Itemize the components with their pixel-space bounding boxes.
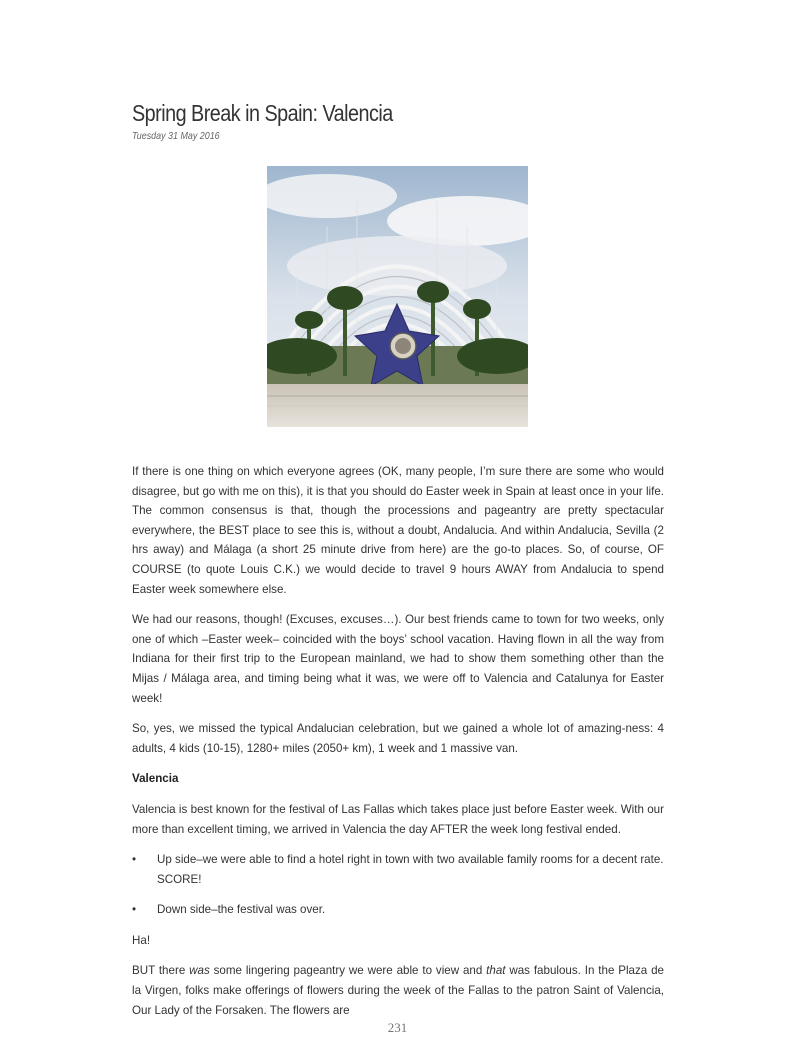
section-heading: Valencia [132, 772, 179, 786]
list-item [132, 850, 664, 889]
list-item-text: Down side–the festival was over. [157, 903, 326, 917]
bullet-icon: • [132, 903, 137, 917]
paragraph: Ha! [132, 933, 151, 947]
bullet-icon: • [132, 853, 137, 867]
list-item [132, 900, 664, 920]
paragraph: We had our reasons, though! (Excuses, excuses…). Our best friends came to town for two weeks, only one of which –Easter week– coincided with the boys’ school vacation. Having flown in all the way from Indiana for their first trip to the European mainland, we had to show them something other than the Mijas / Málaga area, and timing being what it was, we were off to Valencia and Catalunya for Easter week! [132, 613, 664, 705]
text-run: some lingering pageantry we were able to view and [209, 964, 487, 978]
emphasis-text: was [189, 964, 210, 978]
text-run: BUT there [132, 964, 190, 978]
paragraph [132, 961, 664, 1020]
text-run: was fabulous. In the Plaza de la Virgen, folks make offerings of flowers during the week of the Fallas to the patron Saint of Valencia, Our Lady of the Forsaken. The flowers are [132, 964, 664, 1017]
paragraph: So, yes, we missed the typical Andalucian celebration, but we gained a whole lot of amazing-ness: 4 adults, 4 kids (10-15), 1280+ miles (2050+ km), 1 week and 1 massive van. [132, 722, 664, 755]
list-item-text: Up side–we were able to find a hotel right in town with two available family rooms for a decent rate. SCORE! [157, 853, 664, 886]
post-date: Tuesday 31 May 2016 [132, 130, 220, 142]
emphasis-text: that [486, 964, 506, 978]
post-title: Spring Break in Spain: Valencia [132, 100, 393, 126]
paragraph: If there is one thing on which everyone agrees (OK, many people, I’m sure there are some who would disagree, but go with me on this), it is that you should do Easter week in Spain at least once in your life. The common consensus is that, though the processions and pageantry are pretty spectacular everywhere, the BEST place to see this is, without a doubt, Andalucia. And within Andalucia, Sevilla (2 hrs away) and Málaga (a short 25 minute drive from here) are the go-to places. So, of course, OF COURSE (to quote Louis C.K.) we would decide to travel 9 hours AWAY from Andalucia to spend Easter week somewhere else. [132, 465, 664, 596]
valencia-photo [267, 166, 528, 427]
article-body [132, 462, 664, 1031]
page-number: 231 [387, 1020, 408, 1035]
paragraph: Valencia is best known for the festival of Las Fallas which takes place just before Easter week. With our more than excellent timing, we arrived in Valencia the day AFTER the week long festival ended. [132, 802, 664, 836]
